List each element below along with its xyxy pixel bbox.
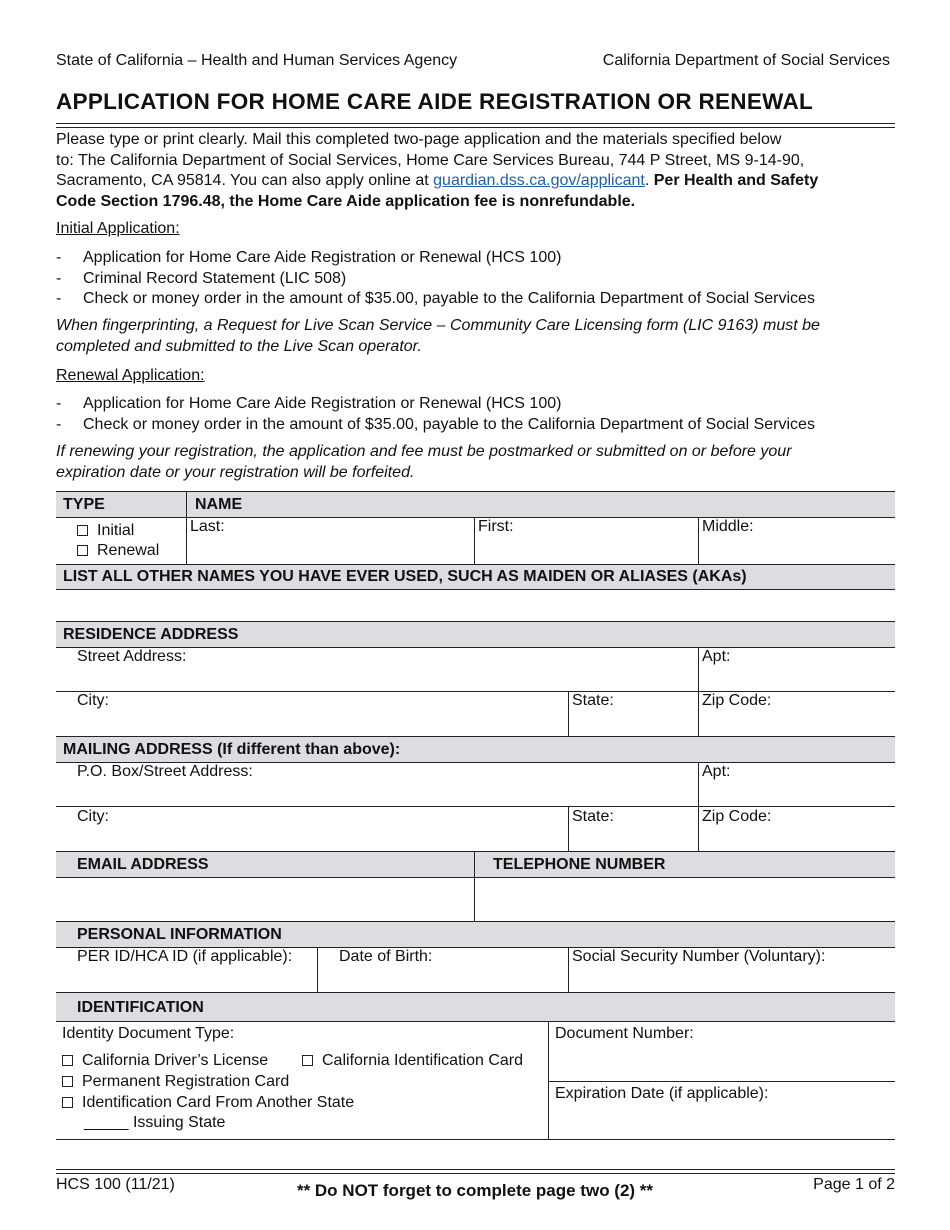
title-rule-inner [56, 127, 895, 128]
rule [56, 589, 895, 590]
mailing-street-field[interactable]: P.O. Box/Street Address: [77, 763, 253, 780]
ca-id-card-option[interactable] [302, 1052, 523, 1070]
email-field[interactable] [56, 879, 472, 920]
ssn-field[interactable]: Social Security Number (Voluntary): [572, 948, 826, 965]
rule [568, 947, 569, 992]
rule [548, 1021, 549, 1139]
option-label: Initial [97, 522, 135, 539]
bullet-dash: - [56, 290, 62, 307]
phone-field[interactable] [477, 879, 895, 920]
checkbox-icon[interactable] [77, 545, 88, 556]
intro-text: . [644, 172, 654, 189]
rule [474, 517, 475, 564]
fingerprinting-note [56, 316, 820, 357]
note-line: expiration date or your registration will be forfeited. [56, 463, 415, 481]
residence-state-field[interactable]: State: [572, 692, 614, 709]
checkbox-icon[interactable] [62, 1055, 73, 1066]
note-line: If renewing your registration, the application and fee must be postmarked or submitted on or before your [56, 443, 792, 460]
residence-header: RESIDENCE ADDRESS [63, 626, 239, 643]
bullet-dash: - [56, 395, 62, 412]
rule [186, 491, 187, 564]
list-item-text: Application for Home Care Aide Registration or Renewal (HCS 100) [83, 249, 562, 266]
document-number-field[interactable]: Document Number: [555, 1025, 694, 1042]
mailing-apt-field[interactable]: Apt: [702, 763, 731, 780]
checkbox-icon[interactable] [62, 1076, 73, 1087]
online-application-link[interactable]: guardian.dss.ca.gov/applicant [433, 172, 645, 189]
middle-name-field[interactable]: Middle: [702, 518, 754, 535]
name-header: NAME [195, 496, 243, 513]
renewal-items-list [56, 394, 815, 435]
issuing-state-field[interactable] [84, 1114, 225, 1132]
issuing-state-label: Issuing State [132, 1114, 226, 1131]
ca-drivers-license-option[interactable] [62, 1052, 268, 1070]
expiration-date-field[interactable]: Expiration Date (if applicable): [555, 1085, 769, 1102]
type-header: TYPE [63, 496, 105, 513]
phone-header: TELEPHONE NUMBER [493, 856, 666, 873]
rule [568, 691, 569, 736]
rule [56, 1139, 895, 1140]
note-line: When fingerprinting, a Request for Live Scan Service – Community Care Licensing form (LIC 9163) must be [56, 317, 820, 334]
agency-name: State of California – Health and Human Services Agency [56, 52, 458, 69]
list-item [56, 248, 815, 269]
option-label: California Identification Card [322, 1052, 523, 1069]
renewal-application-heading: Renewal Application: [56, 367, 205, 384]
footer-rule [56, 1169, 895, 1170]
bullet-dash: - [56, 269, 62, 287]
intro-line: Please type or print clearly. Mail this completed two-page application and the materials specified below [56, 131, 782, 148]
email-header: EMAIL ADDRESS [77, 856, 209, 873]
renewal-note [56, 442, 792, 483]
checkbox-icon[interactable] [302, 1055, 313, 1066]
residence-city-field[interactable]: City: [77, 692, 109, 709]
list-item-text: Check or money order in the amount of $35.00, payable to the California Department of Social Services [83, 415, 815, 433]
rule [56, 736, 895, 737]
type-renewal-option[interactable] [77, 542, 159, 560]
rule [548, 1081, 895, 1082]
rule [56, 877, 895, 878]
checkbox-icon[interactable] [62, 1097, 73, 1108]
first-name-field[interactable]: First: [478, 518, 514, 535]
personal-header: PERSONAL INFORMATION [77, 926, 282, 943]
mailing-header: MAILING ADDRESS (If different than above): [63, 741, 401, 758]
option-label: California Driver’s License [82, 1052, 269, 1069]
checkbox-icon[interactable] [77, 525, 88, 536]
type-name-header-band [56, 492, 895, 517]
list-item-text: Criminal Record Statement (LIC 508) [83, 269, 347, 287]
list-item [56, 269, 815, 290]
rule [56, 517, 895, 518]
rule [56, 621, 895, 622]
intro-line: to: The California Department of Social Services, Home Care Services Bureau, 744 P Street, MS 9-14-90, [56, 151, 805, 169]
list-item-text: Application for Home Care Aide Registration or Renewal (HCS 100) [83, 395, 562, 412]
intro-line [56, 171, 901, 192]
form-code: HCS 100 (11/21) [56, 1176, 175, 1193]
rule [56, 564, 895, 565]
mailing-state-field[interactable]: State: [572, 808, 614, 825]
rule [474, 851, 475, 921]
fee-notice: Code Section 1796.48, the Home Care Aide application fee is nonrefundable. [56, 192, 636, 210]
id-doc-type-label: Identity Document Type: [62, 1025, 235, 1042]
rule [56, 921, 895, 922]
list-item [56, 394, 815, 415]
mailing-zip-field[interactable]: Zip Code: [702, 808, 772, 825]
department-name: California Department of Social Services [602, 52, 890, 69]
option-label: Permanent Registration Card [82, 1073, 290, 1090]
rule [56, 806, 895, 807]
page-number: Page 1 of 2 [813, 1176, 895, 1193]
other-names-field[interactable] [56, 591, 895, 621]
rule [698, 517, 699, 564]
residence-zip-field[interactable]: Zip Code: [702, 692, 772, 709]
rule [56, 851, 895, 852]
dob-field[interactable]: Date of Birth: [339, 948, 433, 965]
permanent-registration-option[interactable] [62, 1073, 289, 1091]
list-item-text: Check or money order in the amount of $35.00, payable to the California Department of Social Services [83, 290, 815, 307]
rule [568, 806, 569, 851]
intro-paragraph [56, 130, 901, 212]
page-title: APPLICATION FOR HOME CARE AIDE REGISTRATION OR RENEWAL [56, 89, 814, 114]
list-item [56, 415, 815, 436]
initial-items-list [56, 248, 815, 310]
page-two-reminder: ** Do NOT forget to complete page two (2) ** [296, 1181, 654, 1200]
list-item [56, 289, 815, 310]
residence-apt-field[interactable]: Apt: [702, 648, 731, 665]
rule [317, 947, 318, 992]
mailing-city-field[interactable]: City: [77, 808, 109, 825]
rule [56, 491, 895, 492]
rule [56, 1021, 895, 1022]
other-state-id-option[interactable] [62, 1094, 354, 1112]
option-label: Renewal [97, 542, 160, 559]
type-initial-option[interactable] [77, 522, 134, 540]
rule [56, 992, 895, 993]
fee-notice: Per Health and Safety [653, 172, 819, 189]
footer-rule-inner [56, 1173, 895, 1174]
intro-text: Sacramento, CA 95814. You can also apply online at [56, 172, 434, 189]
residence-street-field[interactable]: Street Address: [77, 648, 187, 665]
other-names-header: LIST ALL OTHER NAMES YOU HAVE EVER USED, SUCH AS MAIDEN OR ALIASES (AKAs) [63, 568, 747, 585]
option-label: Identification Card From Another State [82, 1094, 355, 1111]
initial-application-heading: Initial Application: [56, 220, 180, 237]
per-id-field[interactable]: PER ID/HCA ID (if applicable): [77, 948, 293, 965]
note-line: completed and submitted to the Live Scan operator. [56, 337, 422, 355]
bullet-dash: - [56, 249, 62, 266]
bullet-dash: - [56, 415, 62, 433]
last-name-field[interactable]: Last: [190, 518, 225, 535]
title-rule [56, 123, 895, 124]
identification-header: IDENTIFICATION [77, 999, 204, 1016]
issuing-state-blank[interactable]: _____ [84, 1114, 129, 1131]
